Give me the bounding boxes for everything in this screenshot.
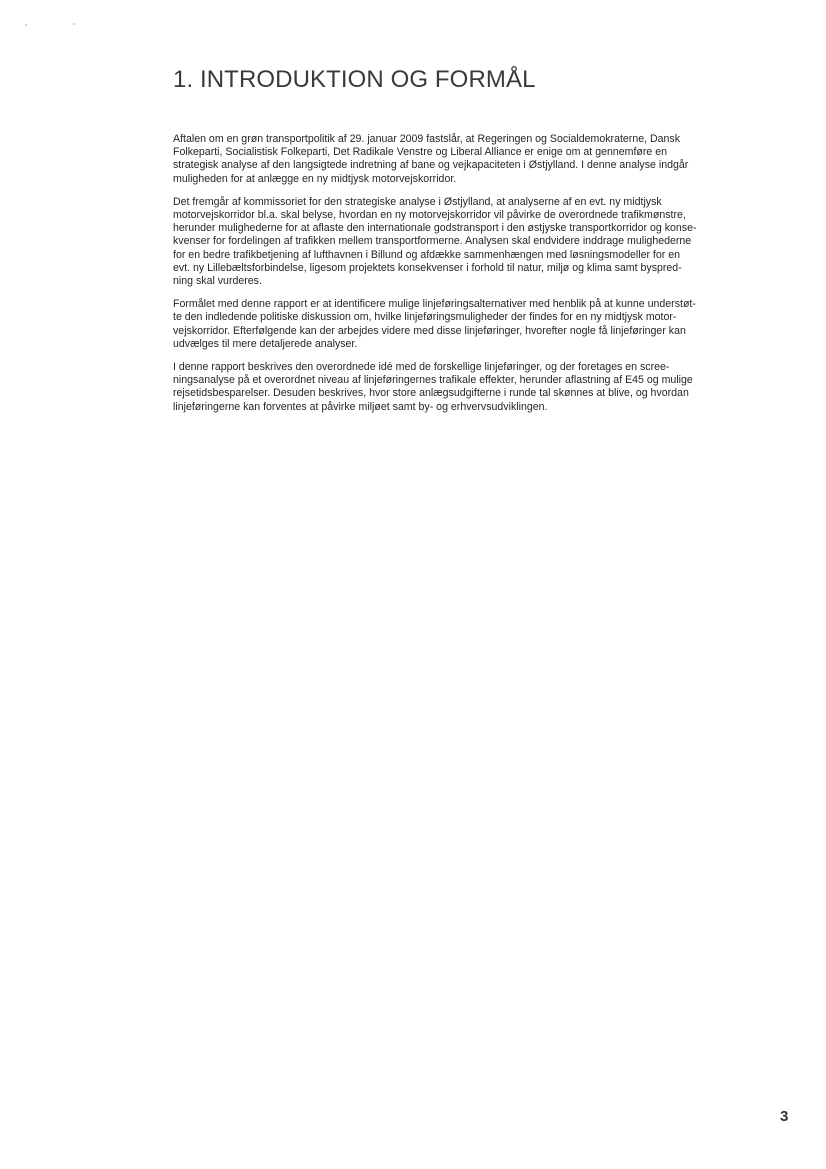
text-line: Folkeparti, Socialistisk Folkeparti, Det Radikale Venstre og Liberal Alliance er enige om at gennemføre en	[173, 146, 668, 159]
scan-speck	[73, 23, 75, 25]
text-line: for en bedre trafikbetjening af lufthavnen i Billund og afdække sammenhængen med løsningsmodeller for en	[173, 248, 681, 261]
text-line: Aftalen om en grøn transportpolitik af 29. januar 2009 fastslår, at Regeringen og Socialdemokraterne, Dansk	[173, 133, 681, 145]
text-line: te den indledende politiske diskussion om, hvilke linjeføringsmuligheder der findes for en ny midtjysk motor-	[173, 311, 677, 324]
text-line: muligheden for at anlægge en ny midtjysk motorvejskorridor.	[173, 172, 457, 185]
text-line: evt. ny Lillebæltsforbindelse, ligesom projektets konsekvenser i forhold til natur, miljø og klima samt byspred-	[173, 261, 682, 274]
text-line: herunder mulighederne for at aflaste den internationale godstransport i den østjyske transportkorridor og konse-	[173, 222, 697, 235]
body-text	[173, 133, 773, 424]
text-line: Formålet med denne rapport er at identificere mulige linjeføringsalternativer med henblik på at kunne understøt-	[173, 298, 696, 311]
text-line: rejsetidsbesparelser. Desuden beskrives, hvor store anlægsudgifterne i runde tal skønnes at blive, og hvordan	[173, 387, 689, 400]
paragraph-4	[173, 361, 773, 414]
text-line: kvenser for fordelingen af trafikken mellem transportformerne. Analysen skal endvidere inddrage mulighederne	[173, 235, 692, 248]
section-heading: 1. INTRODUKTION OG FORMÅL	[173, 66, 536, 93]
scan-speck	[25, 24, 27, 26]
text-line: Det fremgår af kommissoriet for den strategiske analyse i Østjylland, at analyserne af en evt. ny midtjysk	[173, 195, 662, 208]
text-line: I denne rapport beskrives den overordnede idé med de forskellige linjeføringer, og der foretages en scree-	[173, 361, 670, 374]
paragraph-3	[173, 298, 773, 351]
text-line: vejskorridor. Efterfølgende kan der arbejdes videre med disse linjeføringer, hvorefter nogle få linjeføringer kan	[173, 324, 686, 337]
text-line: ning skal vurderes.	[173, 275, 262, 288]
paragraph-1	[173, 133, 773, 186]
page-number: 3	[780, 1108, 789, 1125]
text-line: udvælges til mere detaljerede analyser.	[173, 337, 358, 350]
paragraph-2	[173, 196, 773, 288]
text-line: linjeføringerne kan forventes at påvirke miljøet samt by- og erhvervsudviklingen.	[173, 400, 548, 413]
text-line: strategisk analyse af den langsigtede indretning af bane og vejkapaciteten i Østjylland. I denne analyse indgår	[173, 159, 689, 172]
text-line: motorvejskorridor bl.a. skal belyse, hvordan en ny motorvejskorridor vil påvirke de overordnede trafikmønstre,	[173, 209, 686, 222]
text-line: ningsanalyse på et overordnet niveau af linjeføringernes trafikale effekter, herunder aflastning af E45 og mulige	[173, 374, 693, 387]
